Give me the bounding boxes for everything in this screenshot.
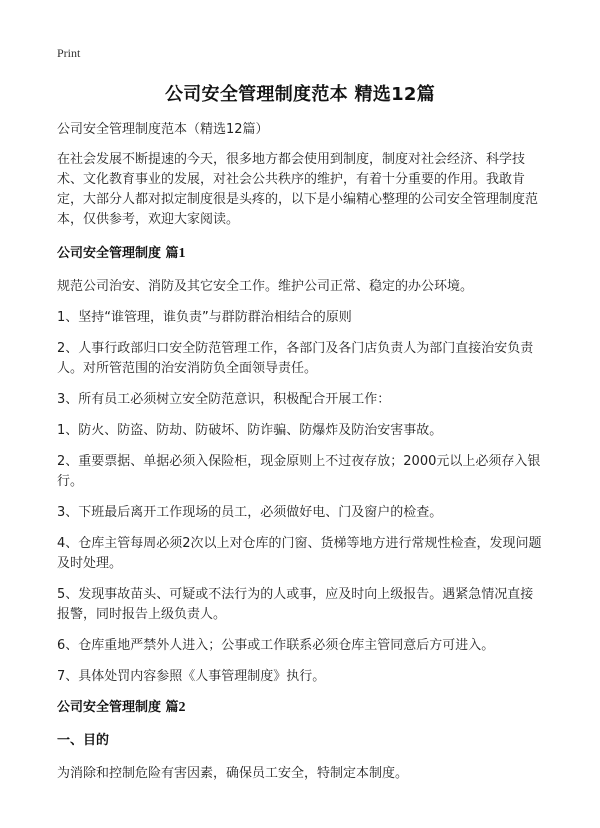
section-1-heading-text: 公司安全管理制度 篇 [57,246,179,261]
section-1-paragraph: 3、下班最后离开工作现场的员工，必须做好电、门及窗户的检查。 [57,505,443,520]
section-1-heading-number: 1 [178,246,186,261]
section-2-heading-number: 2 [178,700,186,715]
section-1-paragraph: 5、发现事故苗头、可疑或不法行为的人或事，应及时向上级报告。遇紧急情况直接报警，同时报告上级负责人。 [57,587,534,622]
page-title: 公司安全管理制度范本 精选12篇 [164,84,436,105]
section-1-paragraph: 2、人事行政部归口安全防范管理工作，各部门及各门店负责人为部门直接治安负责人。对所管范围的治安消防负全面领导责任。 [57,341,534,376]
intro-paragraph: 在社会发展不断提速的今天，很多地方都会使用到制度，制度对社会经济、科学技术、文化教育事业的发展，对社会公共秩序的维护，有着十分重要的作用。我敢肯定，大部分人都对拟定制度很是头疼的，以下是小编精心整理的公司安全管理制度范本，仅供参考，欢迎大家阅读。 [57,152,539,227]
section-1-paragraph: 1、防火、防盗、防劫、防破坏、防诈骗、防爆炸及防治安害事故。 [57,423,443,438]
section-2-paragraph: 为消除和控制危险有害因素，确保员工安全，特制定本制度。 [57,766,409,781]
section-1-paragraph: 6、仓库重地严禁外人进入；公事或工作联系必须仓库主管同意后方可进入。 [57,638,495,653]
section-2-subheading: 一、目的 [57,733,110,748]
section-1-heading [57,244,543,264]
section-1-paragraph: 规范公司治安、消防及其它安全工作。维护公司正常、稳定的办公环境。 [57,279,474,294]
section-1-paragraph: 1、坚持“谁管理，谁负责”与群防群治相结合的原则 [57,310,352,325]
section-1-paragraph: 7、具体处罚内容参照《人事管理制度》执行。 [57,669,326,684]
section-2-heading-text: 公司安全管理制度 篇 [57,700,179,715]
section-1-paragraph: 2、重要票据、单据必须入保险柜，现金原则上不过夜存放；2000元以上必须存入银行。 [57,454,541,489]
document-subtitle: 公司安全管理制度范本（精选12篇） [57,122,269,137]
print-label: Print [57,46,81,60]
document-body [57,120,543,795]
section-1-paragraph: 4、仓库主管每周必须2次以上对仓库的门窗、货梯等地方进行常规性检查，发现问题及时处理。 [57,536,542,571]
section-2-heading [57,698,543,718]
section-1-paragraph: 3、所有员工必须树立安全防范意识，积极配合开展工作： [57,392,391,407]
